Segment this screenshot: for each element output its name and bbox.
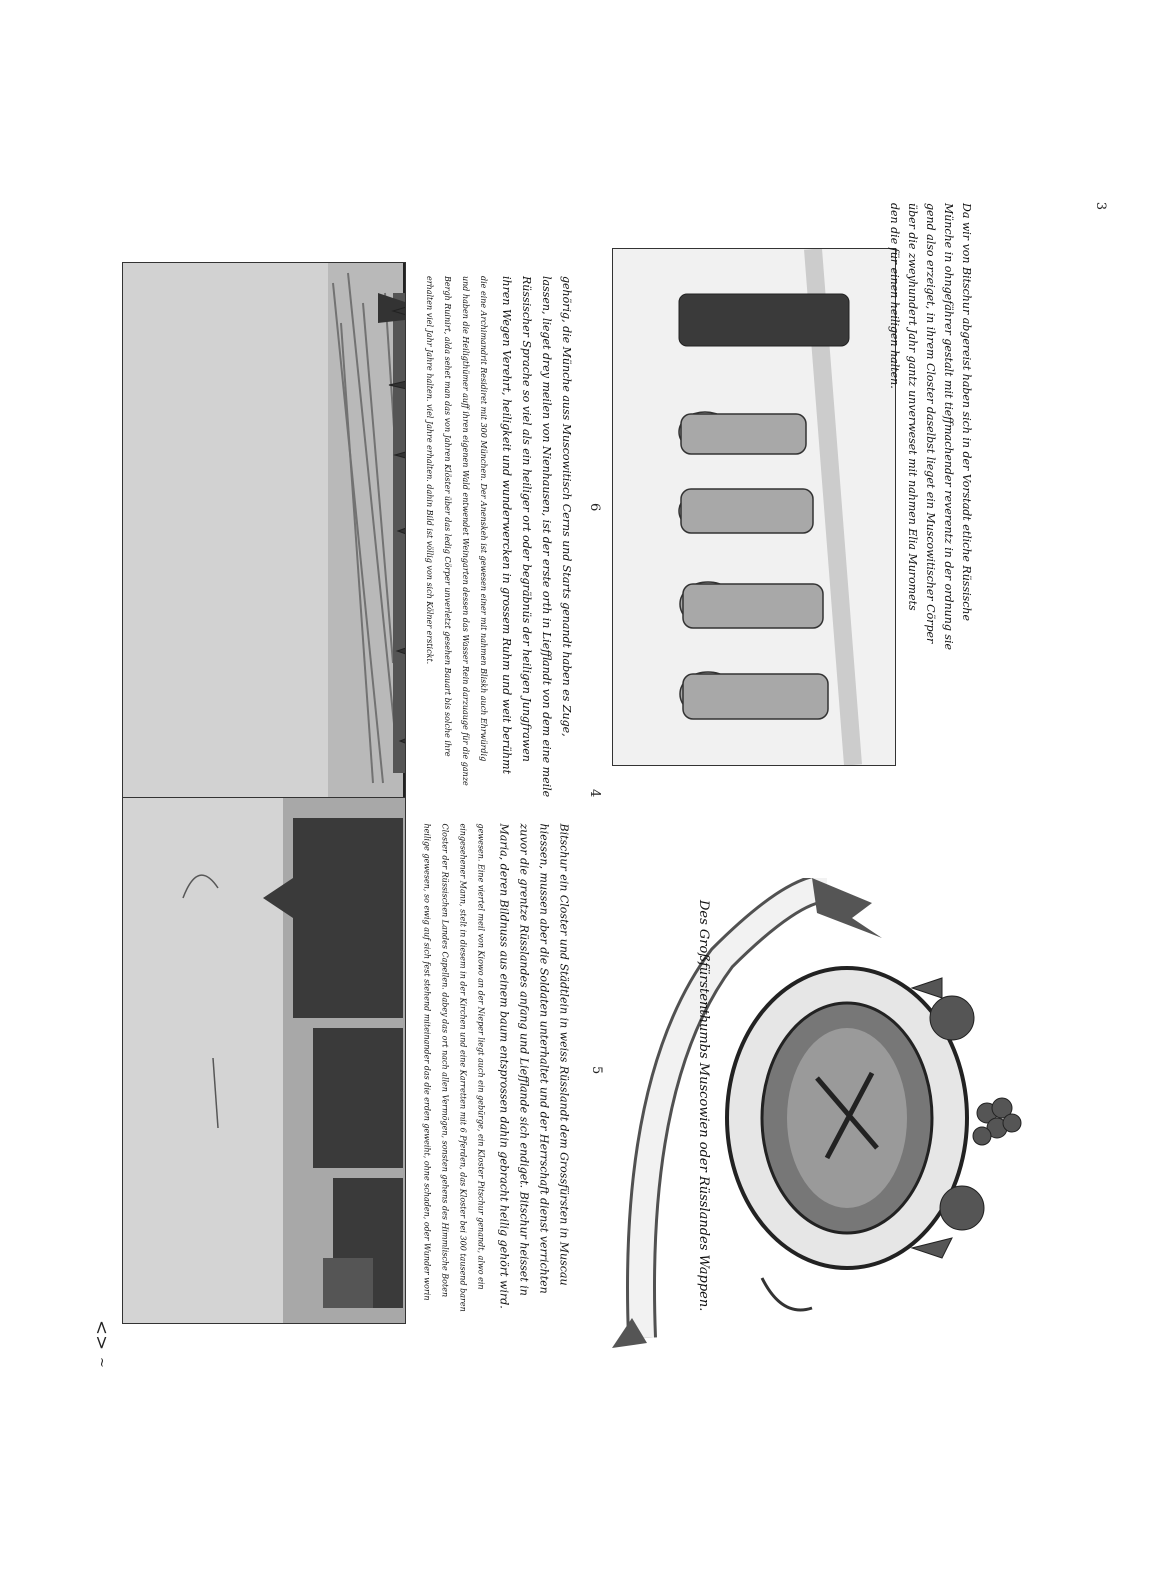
caption-6-group xyxy=(873,203,973,723)
monks-illustration xyxy=(613,249,895,765)
caption-4-right-line-3: Rüssischer Sprache so viel als ein heiliger ort oder begräbnüs der heiligen Jungfrawen xyxy=(520,276,533,762)
page-number: 3 xyxy=(1093,201,1108,211)
caption-4-left-line-2: hiessen, mussen aber die Soldaten unterhaltet und der Herrschaft dienst verrichten xyxy=(537,823,551,1294)
caption-4-right-small-4: erhalten viel Jahr Jahre halten. viel Jahre erhalten. dahin Bild ist völlig von sich Kölner erstickt. xyxy=(425,276,434,665)
figure-number-5: 5 xyxy=(589,1066,604,1075)
fig4-panel-right xyxy=(122,262,406,799)
caption-4-right-line-4: ihren Wegen Verehrt, heiligkeit und wunderwercken in grossem Ruhm und weit berühmt xyxy=(500,276,513,774)
caption-4-left-small-4: heilige gewesen, so ewig auf sich fest stehend miteinander das die erden geweiht, ohne schaden, oder Wunder worin xyxy=(422,823,432,1301)
figure-number-6: 6 xyxy=(587,503,602,512)
caption-4-left-small-3: Closter der Rüssischen Landes Capellen. dabey das ort nach allen Vermögen, sonsten gehens des Himmlische Boten xyxy=(440,823,450,1298)
caption-4-right-small-2: und haben die Heiligthümer auff ihren eigenen Wald entwendet Weingarten dessen das Wasser Rein darzuauge für die ganze xyxy=(461,276,470,786)
caption-6-line-3: gend also erzeiget, in ihrem Closter daselbst lieget ein Muscowitischer Cörper xyxy=(924,203,937,644)
caption-4-left-line-1: Bitschur ein Closter und Städtlein in weiss Rüsslandt dem Grossfürsten in Muscau xyxy=(557,823,571,1286)
caption-4-left-small-1: gewesen. Eine viertel meil von Kiowo an der Nieper liegt auch ein gebürge, ein Kloster Pitschur genandt, alwo ein xyxy=(476,823,486,1290)
fig4-panel-left xyxy=(122,797,406,1324)
caption-6-line-5: den die für einen heiligen halten. xyxy=(888,203,901,389)
caption-4-right-small-1: die eine Archimandrit Residiret mit 300 München. Der Anenskeh ist gewesen einer mit nahmen Bliskh auch Ehrwürdig xyxy=(479,276,488,762)
caption-6-line-4: über die zweyhundert Jahr gantz unverweset mit nahmen Elia Muromets xyxy=(906,203,919,611)
caption-4-left-line-3: zuvor die grentze Rüsslandes anfang und Liefflande sich endiget. Bitschur heisset in xyxy=(517,823,531,1296)
caption-4-left-group xyxy=(399,824,571,1349)
caption-4-left-line-4: Maria, deren Bildnuss aus einem baum entsprossen dahin gebracht heilig gehört wird. xyxy=(497,823,511,1309)
margin-mark-upper: <> xyxy=(91,1320,112,1351)
banner-label: Des Großfürstenthumbs Muscowien oder Rüsslandes Wappen. xyxy=(696,900,711,1312)
fig6-panel xyxy=(612,248,896,766)
caption-4-left-small-2: eingesehener Mann, stelt in diesem in der Kirchen und eine Karretten mit 6 Pferden, das Kloster bei 300 tausend baren xyxy=(458,823,468,1312)
caption-4-right-small-3: Bergh Ruinirt, alda sehet man das von Jahren Klöster über das ledig Cörper unverletzt gesehen Bauart bis solche ihre xyxy=(443,276,452,757)
coat-of-arms-illustration xyxy=(612,878,1036,1348)
landscape-illustration-left xyxy=(123,798,405,1323)
coat-of-arms xyxy=(612,878,1036,1348)
caption-4-right-line-1: gehörig, die Münche auss Muscowitisch Cerns und Starts genandt haben es Zuge, xyxy=(560,276,573,737)
margin-mark-lower: ~ xyxy=(94,1357,109,1368)
caption-6-line-1: Da wir von Bitschur abgereist haben sich in der Vorstadt etliche Rüssische xyxy=(960,203,973,622)
caption-6-line-2: Münche in ohngefährer gestalt mit tieffmachender reverentz in der ordnung sie xyxy=(942,203,955,651)
coat-of-arms-banner-text xyxy=(690,900,711,1312)
landscape-illustration-right xyxy=(123,263,405,798)
figure-number-4: 4 xyxy=(587,789,602,798)
caption-4-right-group xyxy=(401,276,573,798)
caption-4-right-line-2: lassen, lieget drey meilen von Nienhausen, ist der erste orth in Liefflandt von dem eine meile xyxy=(540,276,553,798)
